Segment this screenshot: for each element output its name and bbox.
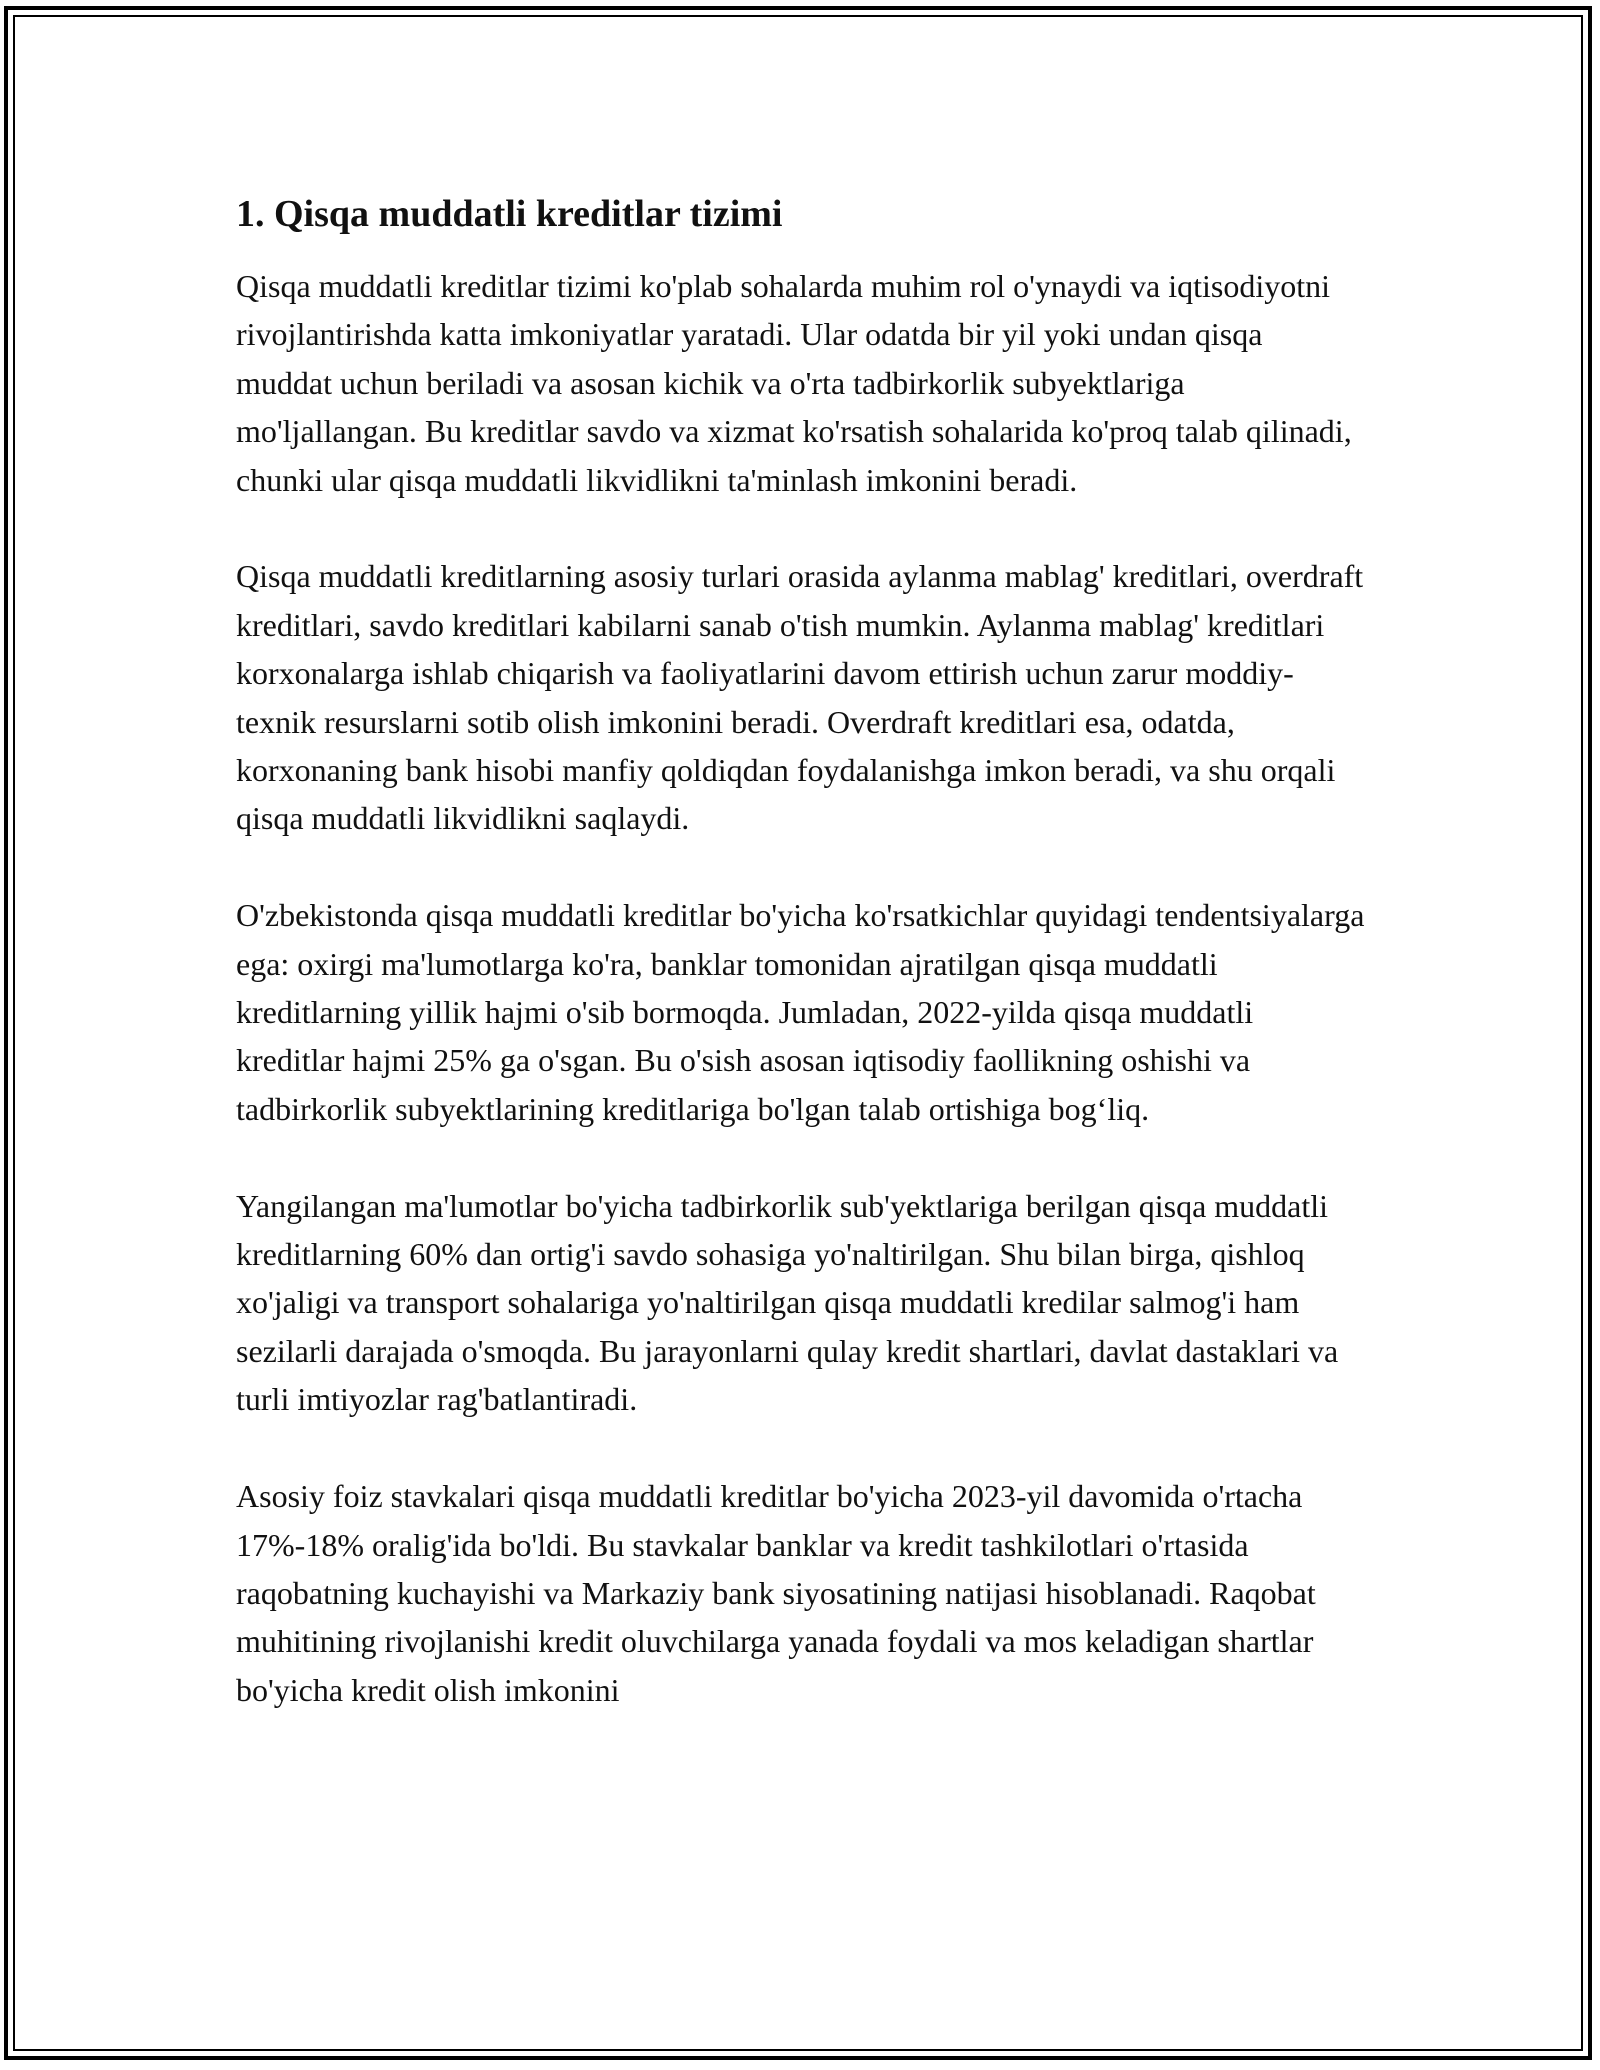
document-body (236, 186, 1366, 1714)
paragraph-1: Qisqa muddatli kreditlar tizimi ko'plab sohalarda muhim rol o'ynaydi va iqtisodiyotni rivojlantirishda katta imkoniyatlar yaratadi. Ular odatda bir yil yoki undan qisqa muddat uchun beriladi va asosan kichik va o'rta tadbirkorlik subyektlariga mo'ljallangan. Bu kreditlar savdo va xizmat ko'rsatish sohalarida ko'proq talab qilinadi, chunki ular qisqa muddatli likvidlikni ta'minlash imkonini beradi. (236, 268, 1352, 498)
paragraph-3: O'zbekistonda qisqa muddatli kreditlar bo'yicha ko'rsatkichlar quyidagi tendentsiyalarga ega: oxirgi ma'lumotlarga ko'ra, banklar tomonidan ajratilgan qisqa muddatli kreditlarning yillik hajmi o'sib bormoqda. Jumladan, 2022-yilda qisqa muddatli kreditlar hajmi 25% ga o'sgan. Bu o'sish asosan iqtisodiy faollikning oshishi va tadbirkorlik subyektlarining kreditlariga bo'lgan talab ortishiga bog‘liq. (236, 897, 1365, 1127)
section-heading: 1. Qisqa muddatli kreditlar tizimi (236, 193, 783, 235)
paragraph-5: Asosiy foiz stavkalari qisqa muddatli kreditlar bo'yicha 2023-yil davomida o'rtacha 17%-18% oralig'ida bo'ldi. Bu stavkalar banklar va kredit tashkilotlari o'rtasida raqobatning kuchayishi va Markaziy bank siyosatining natijasi hisoblanadi. Raqobat muhitining rivojlanishi kredit oluvchilarga yanada foydali va mos keladigan shartlar bo'yicha kredit olish imkonini (236, 1478, 1316, 1708)
paragraph-4: Yangilangan ma'lumotlar bo'yicha tadbirkorlik sub'yektlariga berilgan qisqa muddatli kreditlarning 60% dan ortig'i savdo sohasiga yo'naltirilgan. Shu bilan birga, qishloq xo'jaligi va transport sohalariga yo'naltirilgan qisqa muddatli kredilar salmog'i ham sezilarli darajada o'smoqda. Bu jarayonlarni qulay kredit shartlari, davlat dastaklari va turli imtiyozlar rag'batlantiradi. (236, 1187, 1339, 1418)
paragraph-2: Qisqa muddatli kreditlarning asosiy turlari orasida aylanma mablag' kreditlari, overdraft kreditlari, savdo kreditlari kabilarni sanab o'tish mumkin. Aylanma mablag' kreditlari korxonalarga ishlab chiqarish va faoliyatlarini davom ettirish uchun zarur moddiy-texnik resurslarni sotib olish imkonini beradi. Overdraft kreditlari esa, odatda, korxonaning bank hisobi manfiy qoldiqdan foydalanishga imkon beradi, va shu orqali qisqa muddatli likvidlikni saqlaydi. (236, 558, 1364, 837)
